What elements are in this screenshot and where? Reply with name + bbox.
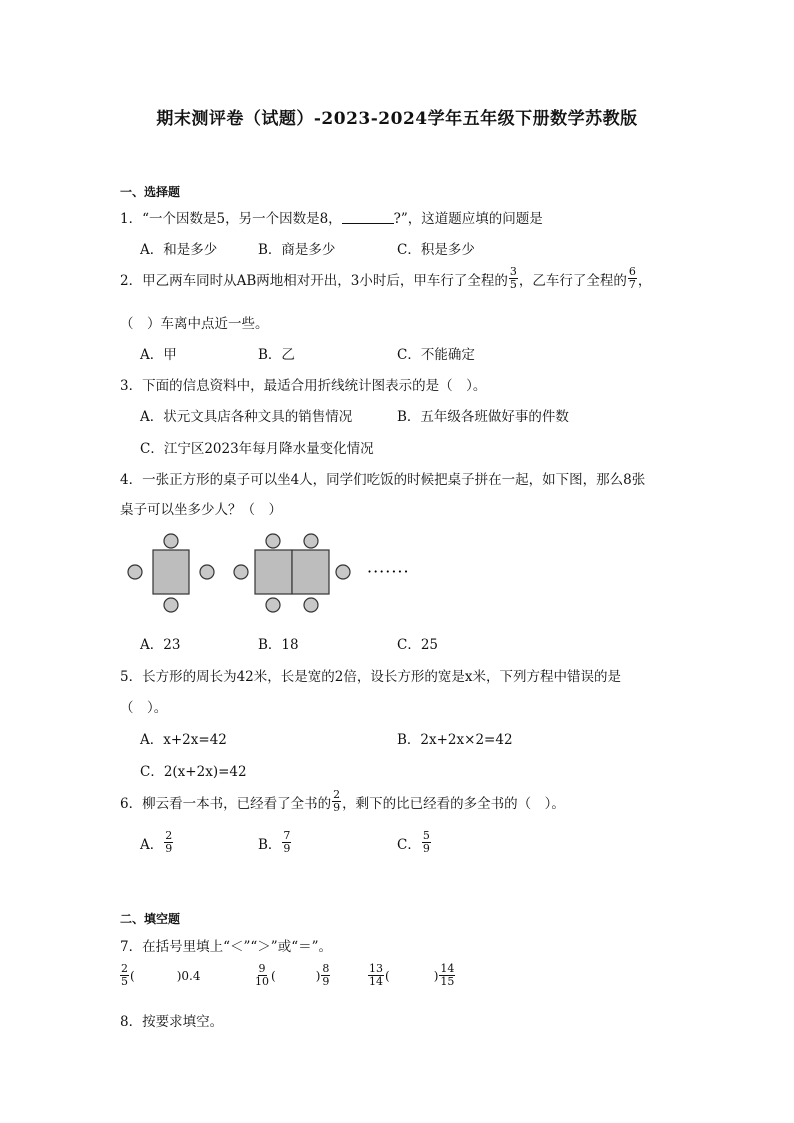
question-4-line2: 桌子可以坐多少人？（ ） <box>120 502 282 518</box>
open-paren: ( <box>271 968 276 983</box>
question-2-text-end: ， <box>637 272 652 289</box>
q6-option-c[interactable] <box>397 830 432 855</box>
seat-circle <box>128 565 142 579</box>
q5-option-b[interactable]: B．2x+2x×2=42 <box>397 732 513 748</box>
q3-option-a[interactable]: A．状元文具店各种文具的销售情况 <box>140 409 353 425</box>
seat-circle <box>164 534 178 548</box>
fraction <box>254 963 270 988</box>
table-arrangement-figure <box>120 528 440 618</box>
q3-option-c[interactable]: C．江宁区2023年每月降水量变化情况 <box>140 441 374 457</box>
open-paren: ( <box>130 968 135 983</box>
q1-option-a[interactable]: A．和是多少 <box>140 242 218 258</box>
seat-circle <box>304 598 318 612</box>
section-heading-choice: 一、选择题 <box>120 185 181 199</box>
question-4-line1: 4．一张正方形的桌子可以坐4人，同学们吃饭的时候把桌子拼在一起，如下图，那么8张 <box>120 472 646 488</box>
ellipsis: ······· <box>367 562 410 581</box>
q4-option-c[interactable]: C．25 <box>397 637 439 653</box>
question-2-text-pre: 2．甲乙两车同时从AB两地相对开出，3小时后，甲车行了全程的 <box>120 272 508 289</box>
numerator: 8 <box>322 962 330 975</box>
fraction <box>368 963 384 988</box>
denominator: 9 <box>165 842 173 855</box>
fraction <box>422 830 431 855</box>
compare-item-3 <box>367 963 456 988</box>
fraction <box>164 830 173 855</box>
seat-circle <box>266 598 280 612</box>
seat-circle <box>336 565 350 579</box>
denominator: 9 <box>322 975 330 988</box>
numerator: 6 <box>628 265 636 278</box>
fraction <box>321 963 330 988</box>
table-square <box>153 550 189 594</box>
denominator: 10 <box>255 975 269 988</box>
q3-option-b[interactable]: B．五年级各班做好事的件数 <box>397 409 569 425</box>
denominator: 5 <box>509 278 517 291</box>
denominator: 9 <box>333 801 341 814</box>
denominator: 9 <box>283 842 291 855</box>
question-2 <box>120 266 651 291</box>
q6-option-b[interactable] <box>258 830 292 855</box>
fraction <box>332 789 341 814</box>
denominator: 15 <box>440 975 455 988</box>
answer-blank[interactable] <box>342 210 394 224</box>
table-square <box>292 550 329 594</box>
question-6-text-post: ，剩下的比已经看的多全书的（ ）。 <box>342 795 565 812</box>
seat-circle <box>164 598 178 612</box>
question-2-line2: （ ）车离中点近一些。 <box>120 316 269 332</box>
question-1 <box>120 207 543 227</box>
denominator: 5 <box>121 975 128 988</box>
fraction <box>628 266 637 291</box>
compare-item-2 <box>253 963 331 988</box>
fraction <box>509 266 518 291</box>
table-square <box>255 550 292 594</box>
question-3: 3．下面的信息资料中，最适合用折线统计图表示的是（ ）。 <box>120 378 487 394</box>
question-5-line2: （ ）。 <box>120 700 168 716</box>
numerator: 3 <box>509 265 517 278</box>
seat-circle <box>266 534 280 548</box>
fraction <box>120 963 129 988</box>
option-label: C． <box>397 836 421 853</box>
option-label: B． <box>258 836 282 853</box>
close-paren: ) <box>315 968 321 983</box>
q2-option-c[interactable]: C．不能确定 <box>397 347 475 363</box>
numerator: 7 <box>283 829 291 842</box>
numerator: 2 <box>165 829 173 842</box>
q2-option-a[interactable]: A．甲 <box>140 347 177 363</box>
q1-option-c[interactable]: C．积是多少 <box>397 242 475 258</box>
q6-option-a[interactable] <box>140 830 174 855</box>
q4-option-a[interactable]: A．23 <box>140 637 181 653</box>
seat-circle <box>234 565 248 579</box>
fraction <box>439 963 455 988</box>
fraction <box>282 830 291 855</box>
q1-option-b[interactable]: B．商是多少 <box>258 242 336 258</box>
question-6 <box>120 789 565 814</box>
numerator: 2 <box>333 788 341 801</box>
two-tables-group <box>234 534 350 612</box>
page-title: 期末测评卷（试题）-2023-2024学年五年级下册数学苏教版 <box>156 109 638 129</box>
question-7: 7．在括号里填上“＜”“＞”或“＝”。 <box>120 939 332 955</box>
option-label: A． <box>140 836 164 853</box>
section-heading-fill: 二、填空题 <box>120 912 181 926</box>
open-paren: ( <box>385 968 390 983</box>
question-8: 8．按要求填空。 <box>120 1014 224 1030</box>
denominator: 7 <box>628 278 636 291</box>
q5-option-c[interactable]: C．2(x+2x)=42 <box>140 764 247 780</box>
question-2-text-mid: ，乙车行了全程的 <box>518 272 627 289</box>
q4-option-b[interactable]: B．18 <box>258 637 299 653</box>
numerator: 2 <box>121 962 128 975</box>
right-value: 0.4 <box>181 968 201 983</box>
denominator: 9 <box>422 842 430 855</box>
q5-option-a[interactable]: A．x+2x=42 <box>140 732 227 748</box>
numerator: 13 <box>369 962 383 975</box>
numerator: 5 <box>422 829 430 842</box>
close-paren: ) <box>176 968 182 983</box>
single-table-group <box>128 534 214 612</box>
numerator: 14 <box>440 962 455 975</box>
denominator: 14 <box>369 975 383 988</box>
question-5-line1: 5．长方形的周长为42米，长是宽的2倍，设长方形的宽是x米，下列方程中错误的是 <box>120 669 621 685</box>
close-paren: ) <box>433 968 439 983</box>
question-1-text-post: ?”，这道题应填的问题是 <box>393 211 543 227</box>
seat-circle <box>304 534 318 548</box>
seat-circle <box>200 565 214 579</box>
compare-item-1 <box>119 963 200 988</box>
q2-option-b[interactable]: B．乙 <box>258 347 295 363</box>
question-1-text-pre: 1．“一个因数是5，另一个因数是8， <box>120 211 342 227</box>
numerator: 9 <box>258 962 266 975</box>
question-6-text-pre: 6．柳云看一本书，已经看了全书的 <box>120 795 332 812</box>
